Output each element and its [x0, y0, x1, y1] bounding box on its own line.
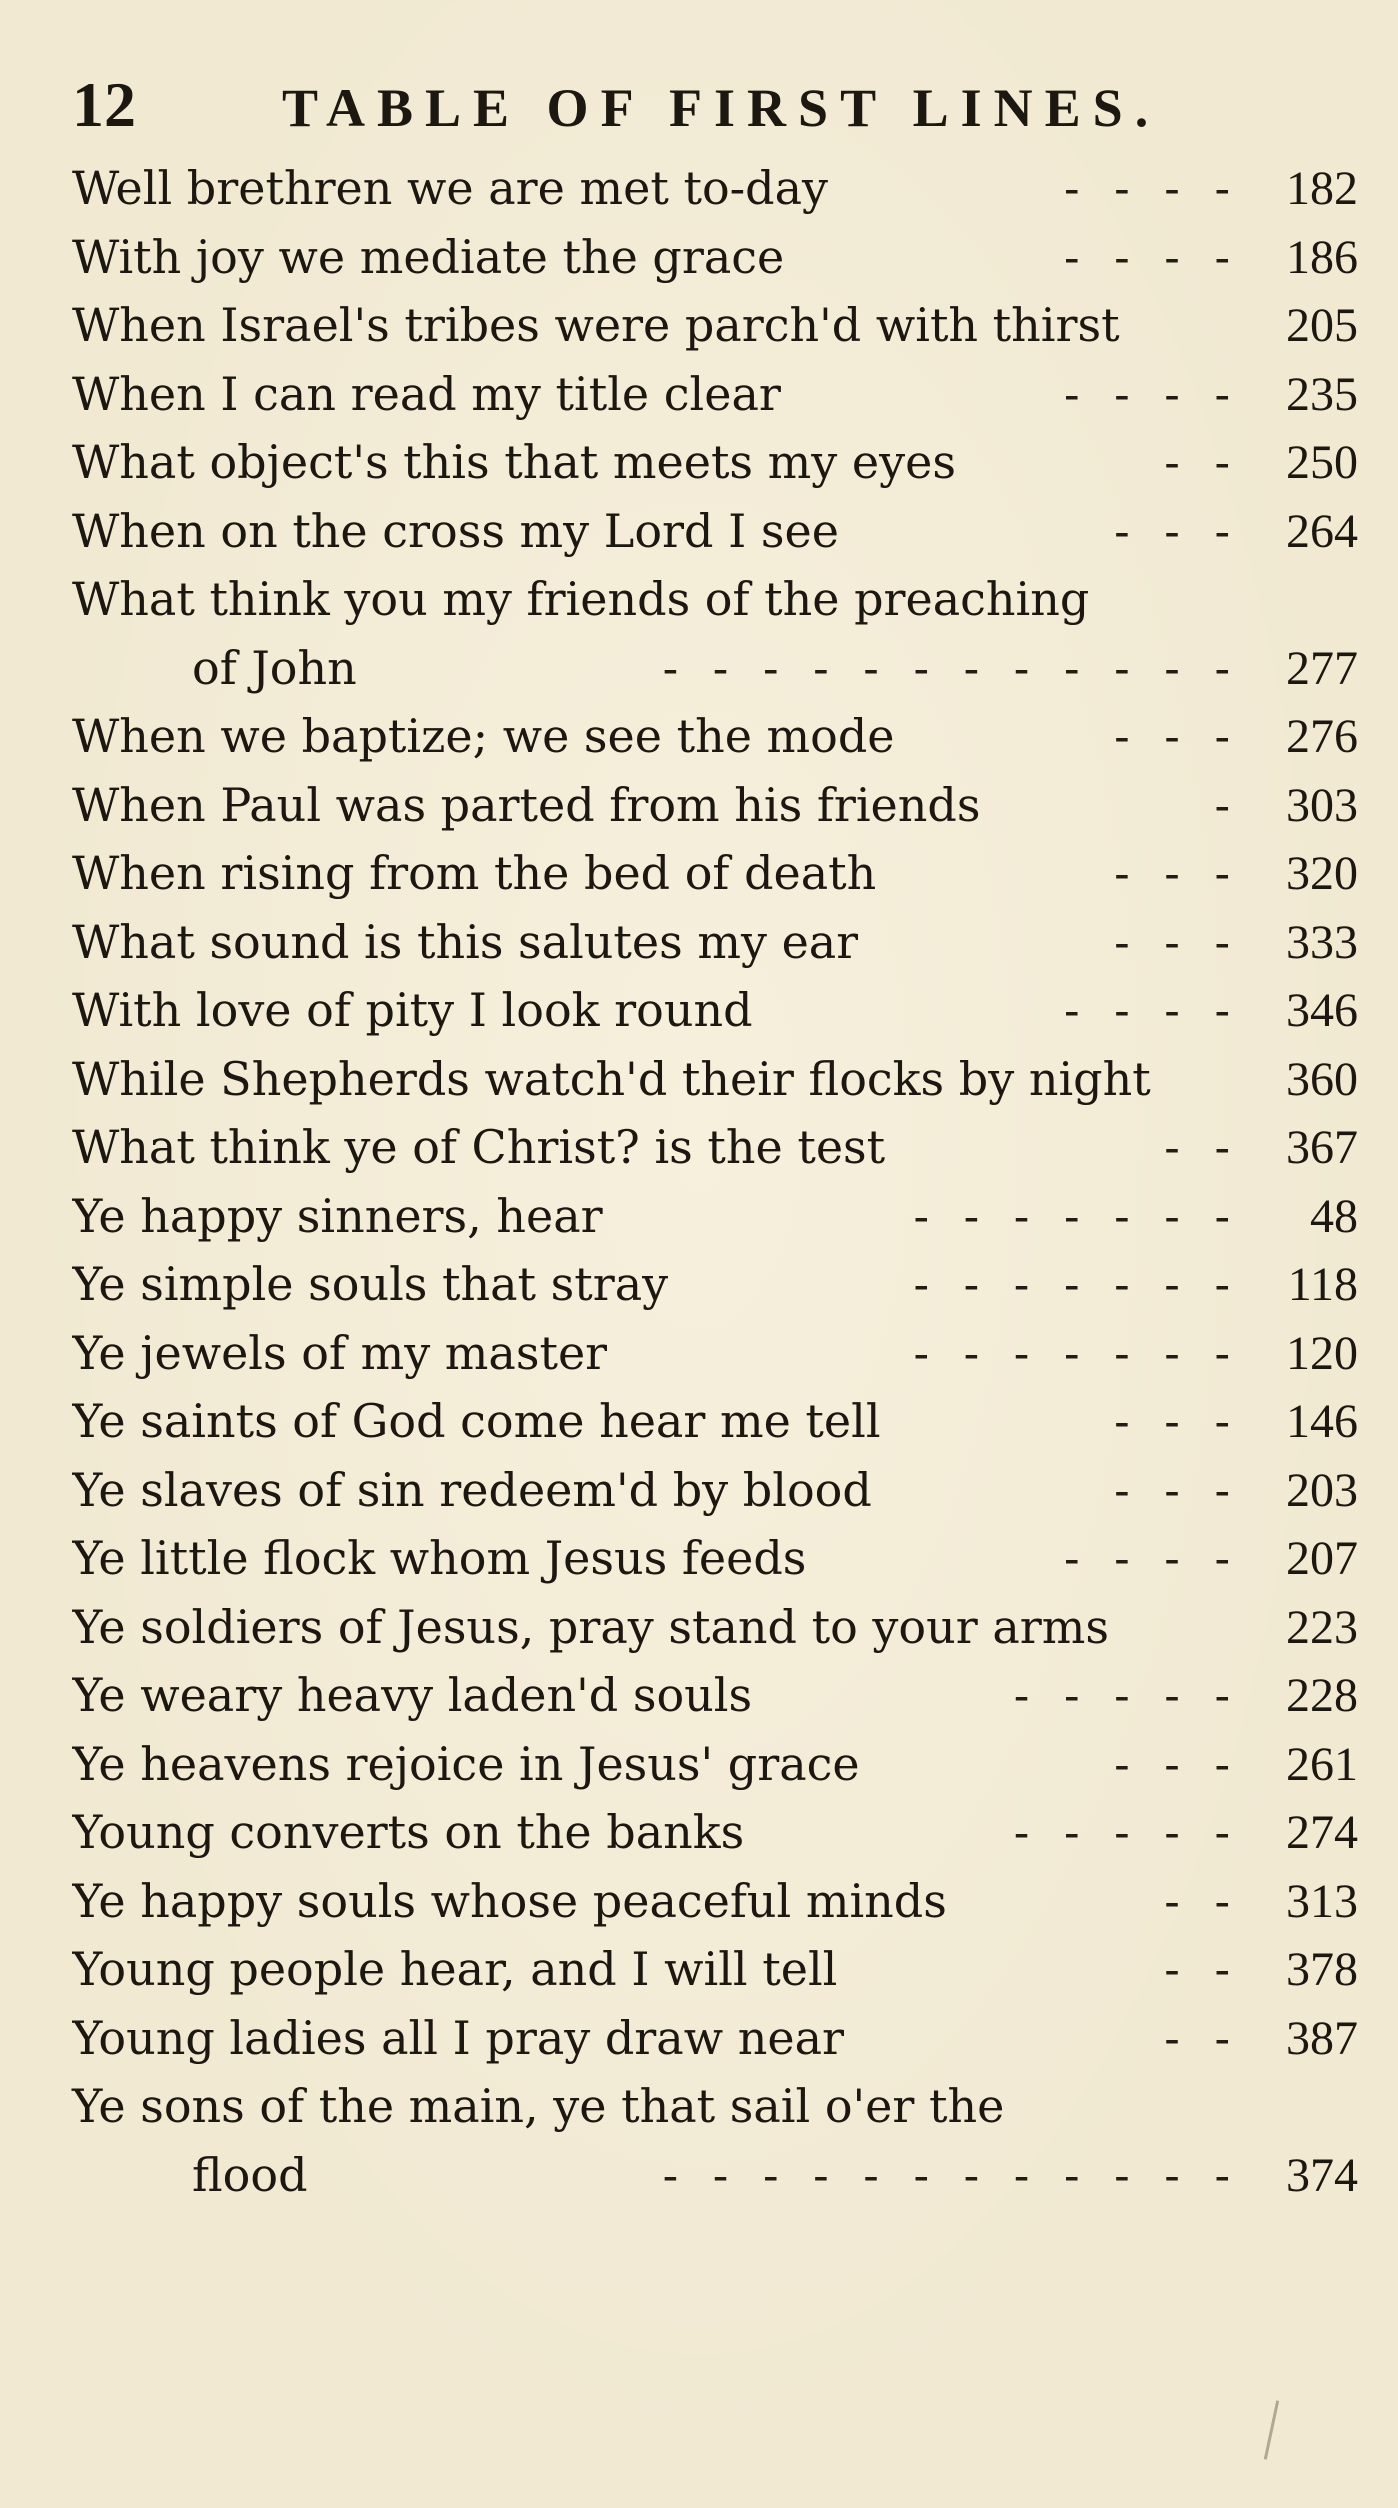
- entry-first-line: When we baptize; we see the mode: [72, 709, 895, 763]
- dot-leader: - - - -: [1063, 1531, 1240, 1585]
- index-entry-continuation: [72, 2141, 1358, 2210]
- dot-leader: - -: [1164, 1120, 1240, 1174]
- entry-first-line: Ye simple souls that stray: [72, 1257, 669, 1311]
- page-header: [72, 62, 1358, 148]
- entry-page-number: 261: [1286, 1737, 1358, 1791]
- index-entry: [72, 497, 1358, 566]
- index-entry: [72, 1730, 1358, 1799]
- index-entry: [72, 360, 1358, 429]
- entry-page-number: 228: [1286, 1669, 1358, 1722]
- entry-continuation-text: of John: [192, 640, 357, 695]
- dot-leader: - - -: [1114, 914, 1240, 969]
- entry-page-number: 203: [1286, 1463, 1358, 1517]
- entry-page-number: 313: [1286, 1874, 1358, 1928]
- index-entry: [72, 976, 1358, 1045]
- entry-page-number: 387: [1286, 2011, 1358, 2065]
- index-entry: [72, 771, 1358, 840]
- dot-leader: -: [1214, 777, 1240, 832]
- dot-leader: - -: [1164, 2010, 1240, 2065]
- index-entry: [72, 1867, 1358, 1936]
- index-entry: [72, 1524, 1358, 1593]
- entry-page-number: 277: [1286, 641, 1358, 695]
- entry-page-number: 250: [1286, 436, 1358, 489]
- index-entry: [72, 2004, 1358, 2073]
- entry-first-line: When Israel's tribes were parch'd with thirst: [72, 298, 1120, 352]
- dot-leader: - - - - - - -: [913, 1257, 1240, 1311]
- entry-first-line: When I can read my title clear: [72, 366, 781, 421]
- entry-page-number: 333: [1286, 915, 1358, 969]
- entry-first-line: Ye soldiers of Jesus, pray stand to your arms: [72, 1599, 1109, 1654]
- entry-first-line: What sound is this salutes my ear: [72, 914, 859, 969]
- entry-page-number: 120: [1286, 1326, 1358, 1380]
- index-entry: [72, 428, 1358, 497]
- entry-page-number: 146: [1286, 1395, 1358, 1448]
- index-entry: [72, 1661, 1358, 1730]
- dot-leader: - - - - - - -: [913, 1325, 1240, 1380]
- entry-first-line: With joy we mediate the grace: [72, 229, 785, 284]
- entry-page-number: 378: [1286, 1943, 1358, 1996]
- running-title: TABLE OF FIRST LINES.: [282, 78, 1161, 138]
- dot-leader: - - - - -: [1013, 1805, 1240, 1859]
- entry-first-line: Young converts on the banks: [72, 1805, 745, 1859]
- entry-first-line: Ye little flock whom Jesus feeds: [72, 1531, 807, 1585]
- entry-first-line: Ye happy sinners, hear: [72, 1188, 603, 1243]
- entry-page-number: 264: [1286, 504, 1358, 558]
- index-entry: [72, 1798, 1358, 1867]
- index-entry: [72, 291, 1358, 360]
- index-entry: [72, 223, 1358, 292]
- entry-first-line: Ye sons of the main, ye that sail o'er the: [72, 2079, 1005, 2133]
- entry-page-number: 320: [1286, 847, 1358, 900]
- dot-leader: - - -: [1114, 1736, 1240, 1791]
- entry-page-number: 182: [1286, 162, 1358, 215]
- entry-continuation-text: flood: [192, 2147, 308, 2202]
- dot-leader: - - - -: [1063, 229, 1240, 284]
- entry-first-line: Ye happy souls whose peaceful minds: [72, 1873, 947, 1928]
- index-entry: [72, 908, 1358, 977]
- dot-leader: - -: [1164, 1873, 1240, 1928]
- dot-leader: - -: [1164, 1942, 1240, 1996]
- entry-first-line: Ye saints of God come hear me tell: [72, 1394, 881, 1448]
- index-entry: [72, 154, 1358, 223]
- entry-first-line: Ye jewels of my master: [72, 1325, 608, 1380]
- index-entry: [72, 839, 1358, 908]
- entry-page-number: 186: [1286, 230, 1358, 284]
- index-entry: [72, 1250, 1358, 1319]
- dot-leader: - - - - -: [1013, 1668, 1240, 1722]
- entry-page-number: 360: [1286, 1052, 1358, 1106]
- entry-first-line: What object's this that meets my eyes: [72, 435, 956, 489]
- first-lines-index: [72, 154, 1358, 2209]
- index-entry: [72, 1045, 1358, 1114]
- entry-first-line: While Shepherds watch'd their flocks by night: [72, 1051, 1151, 1106]
- entry-first-line: Young people hear, and I will tell: [72, 1942, 838, 1996]
- entry-first-line: Ye weary heavy laden'd souls: [72, 1668, 753, 1722]
- index-entry: [72, 702, 1358, 771]
- entry-page-number: 367: [1286, 1121, 1358, 1174]
- dot-leader: - - -: [1114, 503, 1240, 558]
- dot-leader: - - -: [1114, 1462, 1240, 1517]
- page-number: 12: [72, 69, 136, 140]
- entry-first-line: With love of pity I look round: [72, 983, 753, 1037]
- dot-leader: - - -: [1114, 709, 1240, 763]
- dot-leader: - - -: [1114, 1394, 1240, 1448]
- entry-first-line: When rising from the bed of death: [72, 846, 877, 900]
- entry-first-line: When on the cross my Lord I see: [72, 503, 839, 558]
- index-entry-first-part: [72, 565, 1358, 634]
- entry-page-number: 205: [1286, 299, 1358, 352]
- entry-page-number: 346: [1286, 984, 1358, 1037]
- entry-page-number: 374: [1286, 2148, 1358, 2202]
- ink-mark: [1264, 2400, 1279, 2459]
- index-entry: [72, 1456, 1358, 1525]
- entry-first-line: What think you my friends of the preaching: [72, 572, 1090, 626]
- dot-leader: - - - - - - - - - - - -: [662, 640, 1240, 695]
- index-entry: [72, 1319, 1358, 1388]
- dot-leader: - - -: [1114, 846, 1240, 900]
- dot-leader: - - - -: [1063, 161, 1240, 215]
- dot-leader: - - - - - - - - - - - -: [662, 2147, 1240, 2202]
- index-entry: [72, 1182, 1358, 1251]
- index-entry: [72, 1113, 1358, 1182]
- entry-page-number: 235: [1286, 367, 1358, 421]
- index-entry-first-part: [72, 2072, 1358, 2141]
- index-entry: [72, 1593, 1358, 1662]
- index-entry: [72, 1935, 1358, 2004]
- entry-page-number: 274: [1286, 1806, 1358, 1859]
- index-entry-continuation: [72, 634, 1358, 703]
- entry-page-number: 48: [1310, 1189, 1358, 1243]
- dot-leader: - - - - - - -: [913, 1188, 1240, 1243]
- dot-leader: - - - -: [1063, 366, 1240, 421]
- entry-page-number: 207: [1286, 1532, 1358, 1585]
- dot-leader: - - - -: [1063, 983, 1240, 1037]
- entry-page-number: 276: [1286, 710, 1358, 763]
- entry-page-number: 303: [1286, 778, 1358, 832]
- entry-first-line: Well brethren we are met to-day: [72, 161, 829, 215]
- entry-first-line: Ye heavens rejoice in Jesus' grace: [72, 1736, 860, 1791]
- index-entry: [72, 1387, 1358, 1456]
- entry-first-line: Ye slaves of sin redeem'd by blood: [72, 1462, 872, 1517]
- entry-first-line: When Paul was parted from his friends: [72, 777, 981, 832]
- dot-leader: - -: [1164, 435, 1240, 489]
- entry-first-line: Young ladies all I pray draw near: [72, 2010, 844, 2065]
- entry-first-line: What think ye of Christ? is the test: [72, 1120, 886, 1174]
- entry-page-number: 223: [1286, 1600, 1358, 1654]
- entry-page-number: 118: [1287, 1258, 1358, 1311]
